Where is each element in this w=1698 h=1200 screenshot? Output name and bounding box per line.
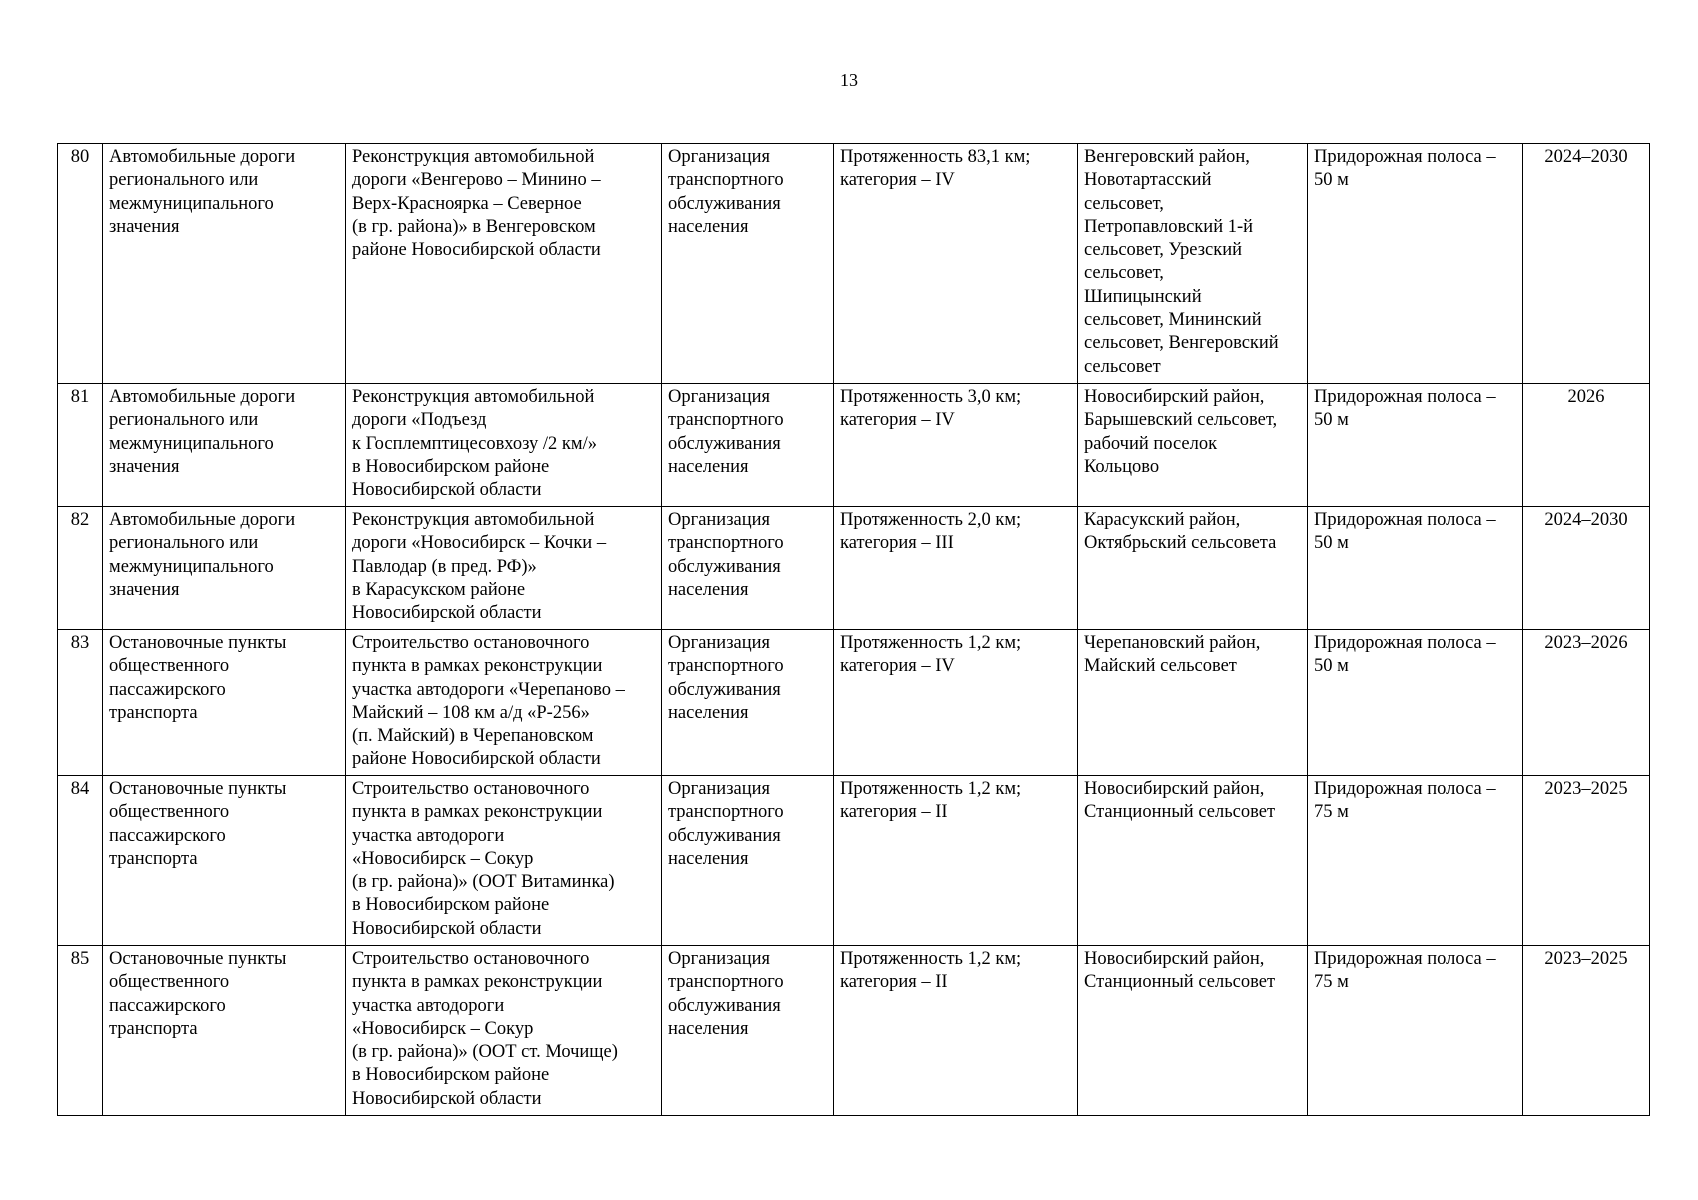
zone-cell: Придорожная полоса – 75 м: [1308, 776, 1523, 946]
object-name-cell: Строительство остановочного пункта в рамках реконструкции участка автодороги «Новосибирск – Сокур (в гр. района)» (ООТ Витаминка) в Новосибирском районе Новосибирской области: [346, 776, 662, 946]
table-row: [58, 946, 1650, 1116]
location-cell: Венгеровский район, Новотартасский сельсовет, Петропавловский 1-й сельсовет, Урезский сельсовет, Шипицынский сельсовет, Мининский сельсовет, Венгеровский сельсовет: [1078, 144, 1308, 384]
row-number-cell: 80: [58, 144, 103, 384]
object-type-cell: Автомобильные дороги регионального или межмуниципального значения: [103, 144, 346, 384]
zone-cell: Придорожная полоса – 75 м: [1308, 946, 1523, 1116]
purpose-cell: Организация транспортного обслуживания населения: [662, 630, 834, 776]
object-type-cell: Автомобильные дороги регионального или межмуниципального значения: [103, 384, 346, 507]
location-cell: Новосибирский район, Станционный сельсовет: [1078, 776, 1308, 946]
location-cell: Карасукский район, Октябрьский сельсовета: [1078, 507, 1308, 630]
object-type-cell: Остановочные пункты общественного пассажирского транспорта: [103, 946, 346, 1116]
characteristics-cell: Протяженность 1,2 км; категория – II: [834, 946, 1078, 1116]
row-number-cell: 84: [58, 776, 103, 946]
period-cell: 2023–2025: [1523, 946, 1650, 1116]
object-type-cell: Остановочные пункты общественного пассажирского транспорта: [103, 630, 346, 776]
row-number-cell: 83: [58, 630, 103, 776]
purpose-cell: Организация транспортного обслуживания населения: [662, 384, 834, 507]
purpose-cell: Организация транспортного обслуживания населения: [662, 946, 834, 1116]
object-type-cell: Автомобильные дороги регионального или межмуниципального значения: [103, 507, 346, 630]
location-cell: Черепановский район, Майский сельсовет: [1078, 630, 1308, 776]
zone-cell: Придорожная полоса – 50 м: [1308, 507, 1523, 630]
characteristics-cell: Протяженность 83,1 км; категория – IV: [834, 144, 1078, 384]
table-body: [58, 144, 1650, 1116]
object-name-cell: Строительство остановочного пункта в рамках реконструкции участка автодороги «Черепаново – Майский – 108 км а/д «Р-256» (п. Майский) в Черепановском районе Новосибирской области: [346, 630, 662, 776]
table-row: [58, 384, 1650, 507]
location-cell: Новосибирский район, Барышевский сельсовет, рабочий поселок Кольцово: [1078, 384, 1308, 507]
purpose-cell: Организация транспортного обслуживания населения: [662, 144, 834, 384]
objects-table: [57, 143, 1650, 1116]
object-name-cell: Строительство остановочного пункта в рамках реконструкции участка автодороги «Новосибирск – Сокур (в гр. района)» (ООТ ст. Мочище) в Новосибирском районе Новосибирской области: [346, 946, 662, 1116]
location-cell: Новосибирский район, Станционный сельсовет: [1078, 946, 1308, 1116]
object-name-cell: Реконструкция автомобильной дороги «Новосибирск – Кочки – Павлодар (в пред. РФ)» в Карасукском районе Новосибирской области: [346, 507, 662, 630]
zone-cell: Придорожная полоса – 50 м: [1308, 630, 1523, 776]
object-name-cell: Реконструкция автомобильной дороги «Подъезд к Госплемптицесовхозу /2 км/» в Новосибирском районе Новосибирской области: [346, 384, 662, 507]
row-number-cell: 81: [58, 384, 103, 507]
purpose-cell: Организация транспортного обслуживания населения: [662, 776, 834, 946]
row-number-cell: 82: [58, 507, 103, 630]
period-cell: 2023–2025: [1523, 776, 1650, 946]
purpose-cell: Организация транспортного обслуживания населения: [662, 507, 834, 630]
table-row: [58, 630, 1650, 776]
zone-cell: Придорожная полоса – 50 м: [1308, 144, 1523, 384]
characteristics-cell: Протяженность 3,0 км; категория – IV: [834, 384, 1078, 507]
zone-cell: Придорожная полоса – 50 м: [1308, 384, 1523, 507]
page-number: 13: [840, 70, 858, 90]
row-number-cell: 85: [58, 946, 103, 1116]
table-row: [58, 507, 1650, 630]
period-cell: 2024–2030: [1523, 507, 1650, 630]
object-name-cell: Реконструкция автомобильной дороги «Венгерово – Минино – Верх-Красноярка – Северное (в гр. района)» в Венгеровском районе Новосибирской области: [346, 144, 662, 384]
period-cell: 2026: [1523, 384, 1650, 507]
object-type-cell: Остановочные пункты общественного пассажирского транспорта: [103, 776, 346, 946]
characteristics-cell: Протяженность 1,2 км; категория – IV: [834, 630, 1078, 776]
table-row: [58, 776, 1650, 946]
period-cell: 2023–2026: [1523, 630, 1650, 776]
period-cell: 2024–2030: [1523, 144, 1650, 384]
characteristics-cell: Протяженность 2,0 км; категория – III: [834, 507, 1078, 630]
table-row: [58, 144, 1650, 384]
characteristics-cell: Протяженность 1,2 км; категория – II: [834, 776, 1078, 946]
